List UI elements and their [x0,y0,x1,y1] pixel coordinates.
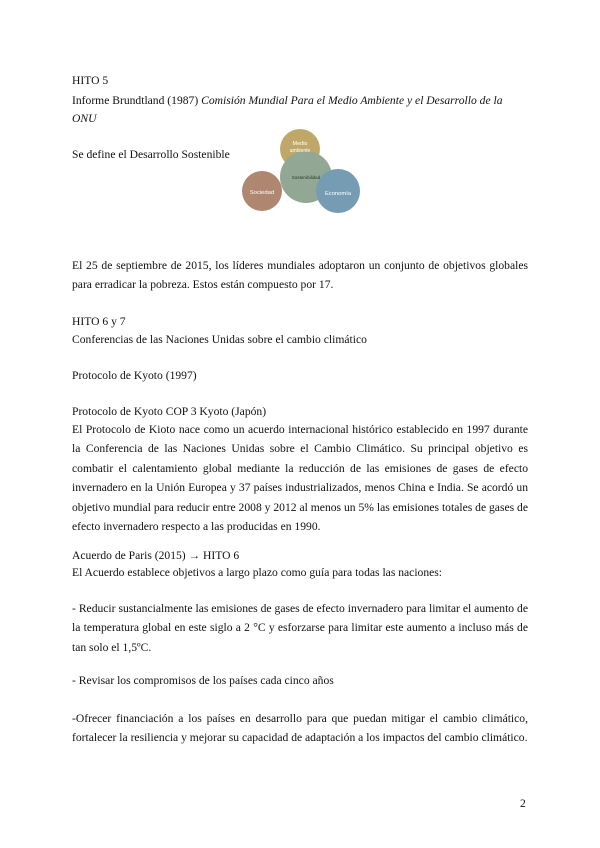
paris-point-3: -Ofrecer financiación a los países en desarrollo para que puedan mitigar el cambio climático, fortalecer la resiliencia y mejorar su capacidad de adaptación a los impactos del cambio climático. [72,712,528,745]
paragraph-2015: El 25 de septiembre de 2015, los líderes mundiales adoptaron un conjunto de objetivos globales para erradicar la pobreza. Estos están compuesto por 17. [72,259,528,292]
hito67-title: HITO 6 y 7 [72,315,126,328]
hito5-title: HITO 5 [72,74,109,87]
hito67-subtitle: Conferencias de las Naciones Unidas sobre el cambio climático [72,333,367,346]
paris-point-2: - Revisar los compromisos de los países cada cinco años [72,674,334,687]
paris-heading: Acuerdo de Paris (2015) → HITO 6 [72,549,240,562]
venn-label-society: Sociedad [249,190,275,196]
venn-label-center: Sostenibilidad [291,175,321,180]
brundtland-commission-cont: ONU [72,112,97,125]
kyoto-heading: Protocolo de Kyoto (1997) [72,369,197,382]
paris-intro: El Acuerdo establece objetivos a largo plazo como guía para todas las naciones: [72,566,443,579]
kyoto-subheading: Protocolo de Kyoto COP 3 Kyoto (Japón) [72,405,267,418]
paris-point-1: - Reducir sustancialmente las emisiones de gases de efecto invernadero para limitar el aumento de la temperatura global en este siglo a 2 °C y esforzarse para limitar este aumento a incluso más de tan solo el 1,5ºC. [72,602,528,654]
venn-label-economy: Economía [324,191,352,197]
brundtland-prefix: Informe Brundtland (1987) [72,94,202,107]
venn-label-environment-2: ambiente [289,148,311,154]
kyoto-body: El Protocolo de Kioto nace como un acuerdo internacional histórico establecido en 1997 durante la Conferencia de las Naciones Unidas sobre el Cambio Climático. Su principal objetivo es combatir el calentamiento global mediante la reducción de las emisiones de gases de efecto invernadero en la Unión Europea y 37 países industrializados, menos China e India. Se acordó un objetivo mundial para reducir entre 2008 y 2012 al menos un 5% las emisiones totales de gases de efecto invernadero respecto a las producidas en 1990. [72,423,528,534]
brundtland-commission: Comisión Mundial Para el Medio Ambiente y el Desarrollo de la [201,94,503,107]
venn-label-environment: Medio [292,141,308,147]
brundtland-line [72,92,503,109]
sustainability-venn-diagram [238,125,364,219]
page-number: 2 [520,797,526,810]
sustainable-definition: Se define el Desarrollo Sostenible [72,148,230,161]
